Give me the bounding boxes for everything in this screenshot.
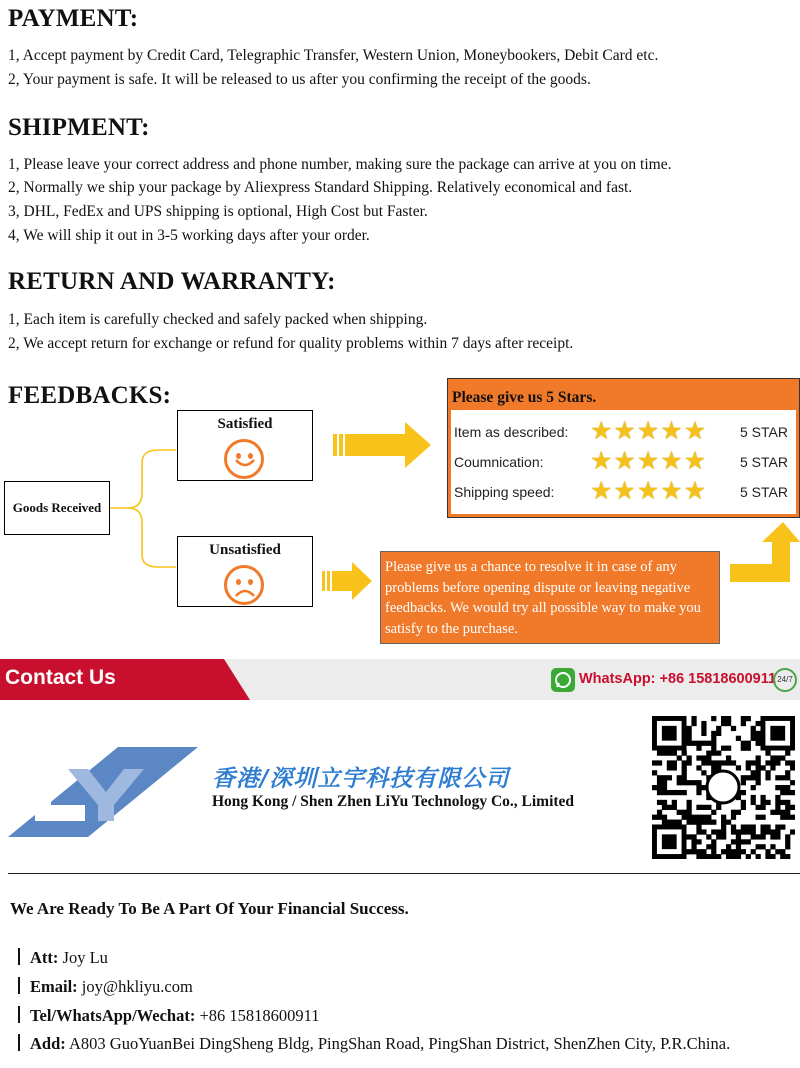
company-logo (8, 747, 203, 837)
contact-att: Att: Joy Lu (18, 948, 108, 968)
shipment-title: SHIPMENT: (8, 114, 150, 141)
tagline: We Are Ready To Be A Part Of Your Financial Success. (10, 899, 409, 918)
arrow-up-right-icon (728, 520, 800, 584)
star-rating-icons: ★★★★★ (590, 478, 707, 505)
whatsapp-icon (551, 668, 575, 692)
contact-phone: Tel/WhatsApp/Wechat: +86 15818600911 (18, 1006, 320, 1026)
divider (8, 873, 800, 874)
arrow-right-small-icon (322, 560, 374, 604)
shipment-line-3: 3, DHL, FedEx and UPS shipping is optional, High Cost but Faster. (8, 203, 428, 220)
warranty-title: RETURN AND WARRANTY: (8, 268, 336, 295)
shipment-line-2: 2, Normally we ship your package by Aliexpress Standard Shipping. Relatively economical and fast. (8, 179, 633, 196)
star-row-shipping: Shipping speed: ★★★★★ 5 STAR (454, 478, 788, 505)
stars-header-label: Please give us 5 Stars. (452, 389, 597, 406)
whatsapp-number: WhatsApp: +86 15818600911 (579, 671, 777, 687)
star-row-item: Item as described: ★★★★★ 5 STAR (454, 418, 788, 445)
shipment-line-4: 4, We will ship it out in 3-5 working days after your order. (8, 227, 370, 244)
stars-panel-header (448, 379, 799, 410)
smile-face-icon (224, 439, 264, 479)
satisfied-box (177, 410, 313, 481)
satisfied-label: Satisfied (217, 416, 273, 432)
stars-panel (447, 378, 800, 518)
goods-received-label: Goods Received (12, 500, 102, 515)
payment-title: PAYMENT: (8, 5, 139, 32)
bracket-connector (110, 445, 180, 575)
star-row-communication: Coumnication: ★★★★★ 5 STAR (454, 448, 788, 475)
sad-face-icon (224, 565, 264, 605)
company-name-en: Hong Kong / Shen Zhen LiYu Technology Co., Limited (212, 793, 575, 810)
support-24-7-badge: 24/7 (773, 668, 797, 692)
feedbacks-title: FEEDBACKS: (8, 382, 172, 409)
unsatisfied-box (177, 536, 313, 607)
contact-banner (0, 659, 800, 700)
goods-received-box (4, 481, 110, 535)
company-name-cn: 香港/深圳立宇科技有限公司 (212, 766, 510, 792)
payment-line-1: 1, Accept payment by Credit Card, Telegraphic Transfer, Western Union, Moneybookers, Debit Card etc. (8, 47, 659, 64)
star-rating-icons: ★★★★★ (590, 418, 707, 445)
star-rating-icons: ★★★★★ (590, 448, 707, 475)
resolve-box (380, 551, 720, 644)
resolve-text: Please give us a chance to resolve it in case of any problems before opening dispute or leaving negative feedbacks. We would try all possible way to make you satisfy to the purchase. (385, 559, 701, 637)
qr-code-image (652, 716, 795, 859)
contact-email: Email: joy@hkliyu.com (18, 977, 193, 997)
warranty-line-1: 1, Each item is carefully checked and safely packed when shipping. (8, 311, 428, 328)
payment-line-2: 2, Your payment is safe. It will be released to us after you confirming the receipt of the goods. (8, 71, 591, 88)
arrow-right-icon (333, 420, 433, 472)
warranty-line-2: 2, We accept return for exchange or refund for quality problems within 7 days after receipt. (8, 335, 574, 352)
contact-us-title: Contact Us (5, 666, 116, 689)
contact-address: Add: A803 GuoYuanBei DingSheng Bldg, PingShan Road, PingShan District, ShenZhen City, P.R.China. (18, 1034, 730, 1054)
unsatisfied-label: Unsatisfied (209, 542, 281, 558)
shipment-line-1: 1, Please leave your correct address and phone number, making sure the package can arrive at you on time. (8, 156, 672, 173)
